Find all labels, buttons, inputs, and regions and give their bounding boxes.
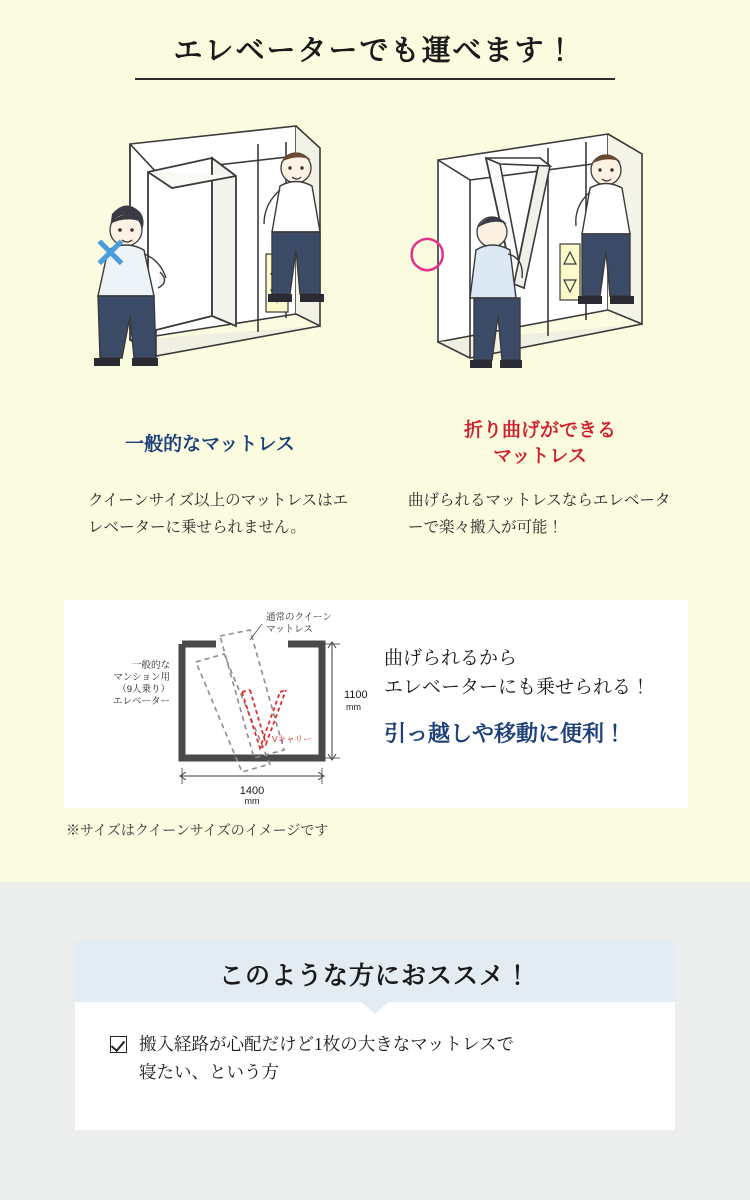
recommend-heading <box>75 940 675 1002</box>
body-text-bad: クイーンサイズ以上のマットレスはエレベーターに乗せられません。 <box>88 492 349 536</box>
label-elevator-line1: 一般的な <box>131 660 170 671</box>
label-elevator-line2: マンション用 <box>113 672 170 683</box>
circle-mark-icon: ○ <box>408 226 447 277</box>
check-icon <box>110 1036 127 1053</box>
dim-width-value: 1400 <box>239 785 265 797</box>
recommend-item-line1: 搬入経路が心配だけど1枚の大きなマットレスで <box>139 1034 515 1054</box>
diagram-copy-strong: 引っ越しや移動に便利！ <box>384 720 627 746</box>
body-text-good: 曲げられるマットレスならエレベーターで楽々搬入が可能！ <box>408 492 671 536</box>
label-elevator-line3: （9人乗り） <box>117 684 170 695</box>
size-note: ※サイズはクイーンサイズのイメージです <box>66 824 329 839</box>
diagram-copy-line2: エレベーターにも乗せられる！ <box>384 677 651 699</box>
title-underline <box>135 78 615 80</box>
caption-bad: 一般的なマットレス <box>125 434 295 455</box>
diagram-card <box>64 600 688 808</box>
recommend-heading-text: このような方におススメ！ <box>218 963 531 990</box>
recommend-arrow-icon <box>361 1002 389 1014</box>
dim-depth-unit: mm <box>346 702 361 712</box>
illustration-area <box>0 104 750 404</box>
recommend-item-line2: 寝たい、という方 <box>139 1062 279 1082</box>
caption-good-line1: 折り曲げができる <box>463 420 616 441</box>
label-vcarry: Vキャリー <box>272 734 312 744</box>
elevator-floorplan-diagram <box>74 600 374 808</box>
recommend-item-text <box>139 1030 514 1086</box>
label-queen-line2: マットレス <box>266 624 313 635</box>
diagram-copy <box>384 644 684 748</box>
label-queen-line1: 通常のクイーン <box>266 612 332 623</box>
dim-width-unit: mm <box>244 796 260 806</box>
page-title <box>0 28 750 81</box>
caption-good-line2: マットレス <box>493 445 587 467</box>
page-title-text: エレベーターでも運べます！ <box>173 35 577 67</box>
caption-good <box>400 418 680 469</box>
dim-depth-value: 1100 <box>344 689 368 701</box>
label-elevator-line4: エレベーター <box>112 696 170 707</box>
diagram-copy-line1: 曲げられるから <box>384 648 518 669</box>
list-item <box>110 1030 640 1086</box>
cross-mark-icon: × <box>92 226 129 277</box>
